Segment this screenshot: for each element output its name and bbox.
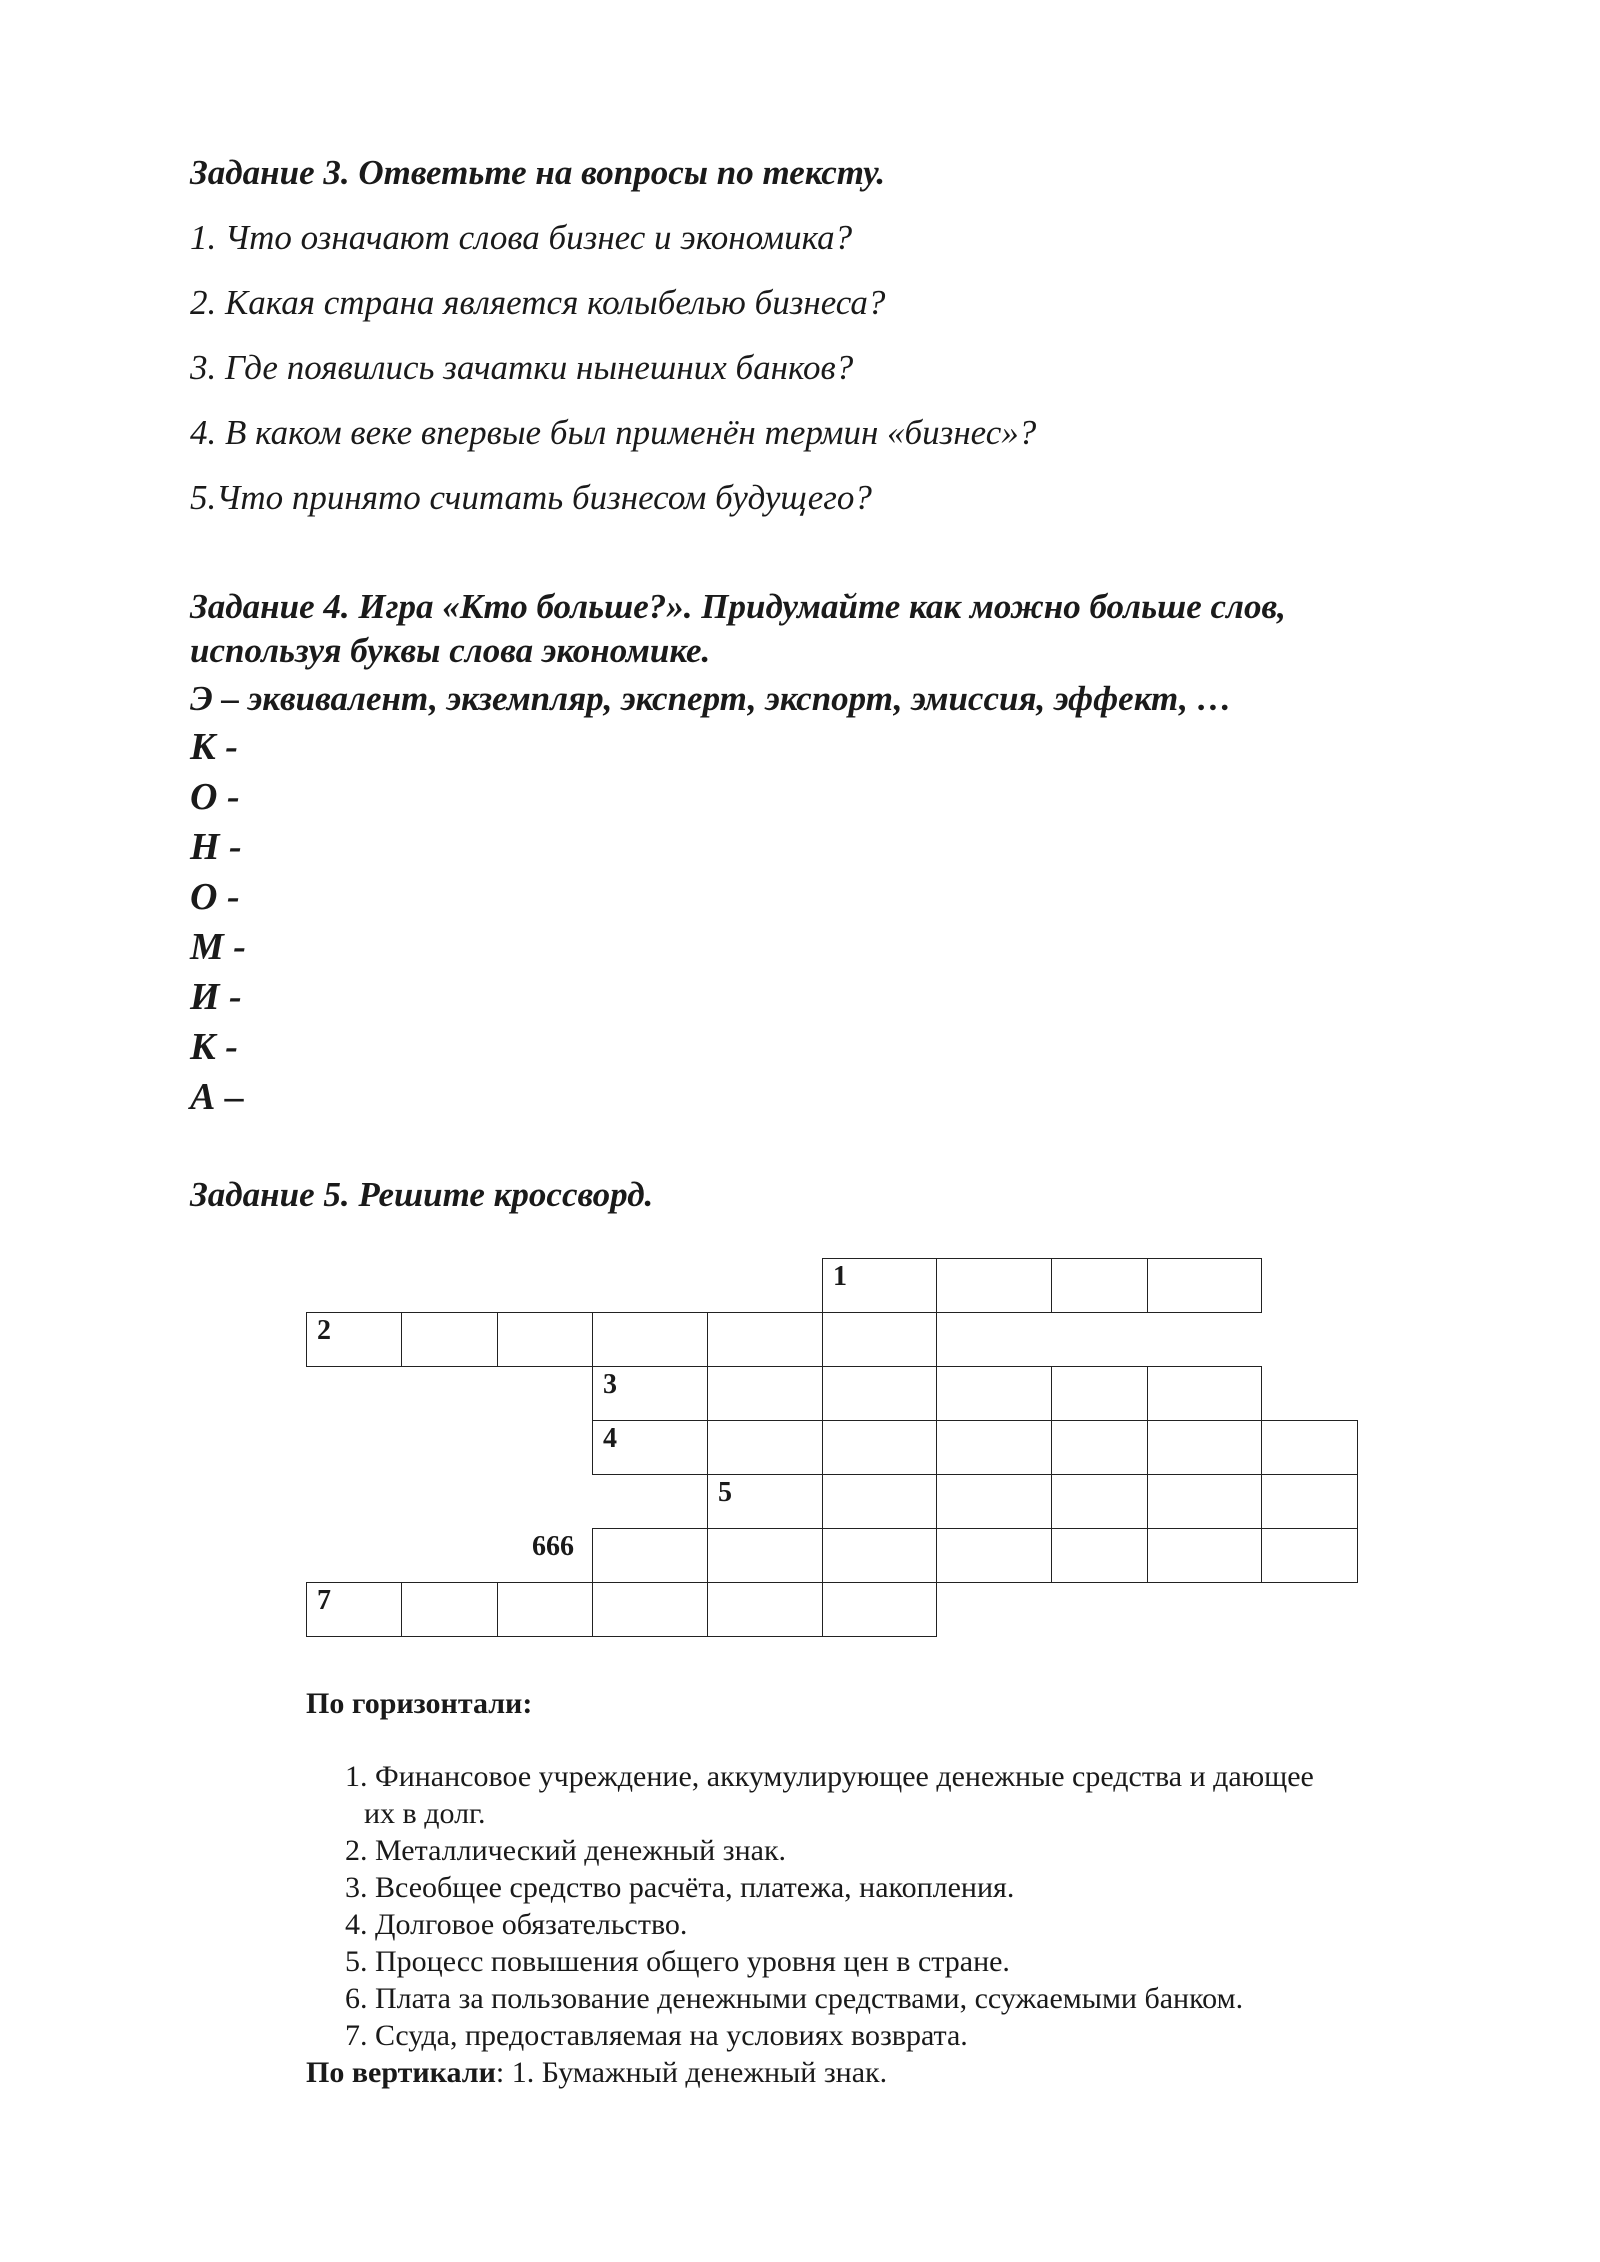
crossword-cell[interactable] — [822, 1528, 937, 1583]
crossword-cell[interactable] — [936, 1420, 1052, 1475]
horizontal-clue-4: 4. Долговое обязательство. — [345, 1908, 688, 1941]
crossword-cell[interactable] — [1261, 1474, 1358, 1529]
task4-letter-n: Н - — [190, 826, 242, 868]
crossword-cell[interactable] — [306, 1582, 402, 1637]
task3-question-5: 5.Что принято считать бизнесом будущего? — [190, 478, 872, 517]
clue-number-3: 3 — [603, 1369, 617, 1400]
crossword-cell[interactable] — [1051, 1420, 1148, 1475]
crossword-cell[interactable] — [592, 1528, 708, 1583]
clue-number-5: 5 — [718, 1477, 732, 1508]
crossword-cell[interactable] — [592, 1582, 708, 1637]
task4-letter-k1: К - — [190, 726, 238, 768]
vertical-clues-heading: По вертикали — [306, 2056, 496, 2089]
crossword-cell[interactable] — [1261, 1420, 1358, 1475]
crossword-cell[interactable] — [592, 1366, 708, 1421]
crossword-cell[interactable] — [592, 1312, 708, 1367]
crossword-cell[interactable] — [822, 1366, 937, 1421]
vertical-clues — [306, 2056, 887, 2090]
crossword-cell[interactable] — [1147, 1420, 1262, 1475]
crossword-cell[interactable] — [707, 1366, 823, 1421]
crossword-cell[interactable] — [707, 1582, 823, 1637]
horizontal-clue-1: 1. Финансовое учреждение, аккумулирующее денежные средства и дающее — [345, 1760, 1314, 1793]
task4-letter-m: М - — [190, 926, 246, 968]
crossword-cell[interactable] — [936, 1366, 1052, 1421]
task3-question-4: 4. В каком веке впервые был применён термин «бизнес»? — [190, 413, 1037, 452]
crossword-cell[interactable] — [822, 1474, 937, 1529]
crossword-cell[interactable] — [1147, 1258, 1262, 1313]
crossword-cell[interactable] — [936, 1258, 1052, 1313]
task3-question-3: 3. Где появились зачатки нынешних банков? — [190, 348, 854, 387]
task4-title-line2: используя буквы слова экономике. — [190, 631, 711, 670]
crossword-cell[interactable] — [822, 1312, 937, 1367]
crossword-cell[interactable] — [306, 1312, 402, 1367]
task5-title: Задание 5. Решите кроссворд. — [190, 1175, 654, 1214]
vertical-clue-1: : 1. Бумажный денежный знак. — [495, 2056, 888, 2089]
crossword-cell[interactable] — [707, 1420, 823, 1475]
horizontal-clue-5: 5. Процесс повышения общего уровня цен в стране. — [345, 1945, 1010, 1978]
crossword-cell[interactable] — [822, 1420, 937, 1475]
task4-letter-o2: О - — [190, 876, 240, 918]
crossword-cell[interactable] — [822, 1582, 937, 1637]
horizontal-clues-heading: По горизонтали: — [306, 1687, 533, 1720]
crossword-cell[interactable] — [707, 1474, 823, 1529]
horizontal-clue-1-cont: их в долг. — [364, 1797, 486, 1830]
crossword-cell[interactable] — [1051, 1474, 1148, 1529]
crossword-cell[interactable] — [1261, 1528, 1358, 1583]
clue-number-6: 666 — [532, 1531, 574, 1562]
crossword-cell[interactable] — [1051, 1528, 1148, 1583]
crossword-cell[interactable] — [936, 1528, 1052, 1583]
crossword-cell[interactable] — [497, 1582, 593, 1637]
task4-letter-a: А – — [190, 1076, 244, 1118]
clue-number-2: 2 — [317, 1315, 331, 1346]
task3-question-2: 2. Какая страна является колыбелью бизнеса? — [190, 283, 886, 322]
task4-example: Э – эквивалент, экземпляр, эксперт, экспорт, эмиссия, эффект, … — [190, 679, 1232, 718]
crossword-cell[interactable] — [1147, 1528, 1262, 1583]
task4-title-line1: Задание 4. Игра «Кто больше?». Придумайте как можно больше слов, — [190, 587, 1286, 626]
crossword-cell[interactable] — [1051, 1258, 1148, 1313]
horizontal-clue-3: 3. Всеобщее средство расчёта, платежа, накопления. — [345, 1871, 1015, 1904]
task3-title: Задание 3. Ответьте на вопросы по тексту. — [190, 153, 886, 192]
clue-number-7: 7 — [317, 1585, 331, 1616]
crossword-cell[interactable] — [822, 1258, 937, 1313]
task4-letter-k2: К - — [190, 1026, 238, 1068]
horizontal-clue-2: 2. Металлический денежный знак. — [345, 1834, 787, 1867]
crossword-cell[interactable] — [401, 1312, 498, 1367]
crossword-cell[interactable] — [707, 1312, 823, 1367]
crossword-cell[interactable] — [707, 1528, 823, 1583]
horizontal-clue-6: 6. Плата за пользование денежными средствами, ссужаемыми банком. — [345, 1982, 1244, 2015]
crossword-cell[interactable] — [592, 1420, 708, 1475]
crossword-cell[interactable] — [497, 1312, 593, 1367]
crossword-cell[interactable] — [1147, 1366, 1262, 1421]
clue-number-4: 4 — [603, 1423, 617, 1454]
crossword-cell[interactable] — [401, 1582, 498, 1637]
crossword-cell[interactable] — [1051, 1366, 1148, 1421]
crossword-cell[interactable] — [936, 1474, 1052, 1529]
horizontal-clue-7: 7. Ссуда, предоставляемая на условиях возврата. — [345, 2019, 968, 2052]
task4-letter-i: И - — [190, 976, 242, 1018]
clue-number-1: 1 — [833, 1261, 847, 1292]
task3-question-1: 1. Что означают слова бизнес и экономика? — [190, 218, 853, 257]
task4-letter-o1: О - — [190, 776, 240, 818]
crossword-cell[interactable] — [1147, 1474, 1262, 1529]
